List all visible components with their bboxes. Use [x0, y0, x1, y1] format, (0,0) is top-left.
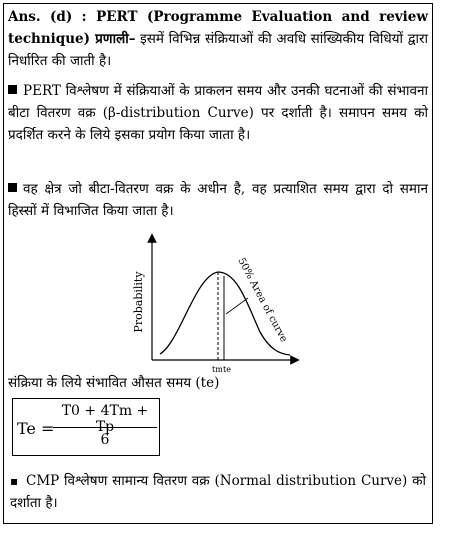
beta-curve-figure — [120, 232, 320, 380]
fraction-bar — [53, 427, 157, 428]
area-division-text: वह क्षेत्र जो बीटा-वितरण वक्र के अधीन है, वह प्रत्याशित समय द्वारा दो समान हिस्सों में विभाजित किया जाता है। — [8, 181, 428, 219]
formula-lhs: Te = — [17, 419, 55, 438]
expected-time-formula — [12, 398, 160, 456]
tick-tm: tm — [212, 365, 223, 374]
area-pointer — [226, 298, 248, 314]
tick-te: te — [223, 365, 231, 374]
paragraph-beta-distribution — [8, 80, 428, 146]
pert-definition-text: इसमें विभिन्न संक्रियाओं की अवधि सांख्यिकीय विधियों द्वारा निर्धारित की जाती है। — [8, 31, 428, 69]
paragraph-pert-definition — [8, 6, 428, 72]
figure-caption: संक्रिया के लिये संभावित औसत समय (te) — [8, 375, 220, 391]
small-square-bullet-icon: ▪ — [10, 474, 19, 488]
formula-denominator: 6 — [100, 432, 110, 448]
beta-distribution-text: PERT विश्लेषण में संक्रियाओं के प्राकलन समय और उनकी घटनाओं की संभावना बीटा वितरण वक्र (β-distribution Curve) पर दर्शाती है। समापन समय को प्रदर्शित करने के लिये इसका प्रयोग किया जाता है। — [8, 83, 428, 143]
square-bullet-icon — [8, 85, 17, 94]
curve-area-label: 50% Area of curve — [235, 256, 290, 345]
formula-numerator: T0 + 4Tm + Tp — [61, 403, 149, 435]
paragraph-area-division — [8, 178, 428, 222]
square-bullet-icon — [8, 183, 17, 192]
paragraph-cmp — [10, 470, 426, 514]
cmp-text: CMP विश्लेषण सामान्य वितरण वक्र (Normal distribution Curve) को दर्शाता है। — [10, 473, 426, 511]
y-axis-label: Probability — [132, 271, 145, 333]
answer-label: Ans. (d) : PERT (Programme Evaluation and review technique) प्रणाली– — [8, 9, 428, 47]
